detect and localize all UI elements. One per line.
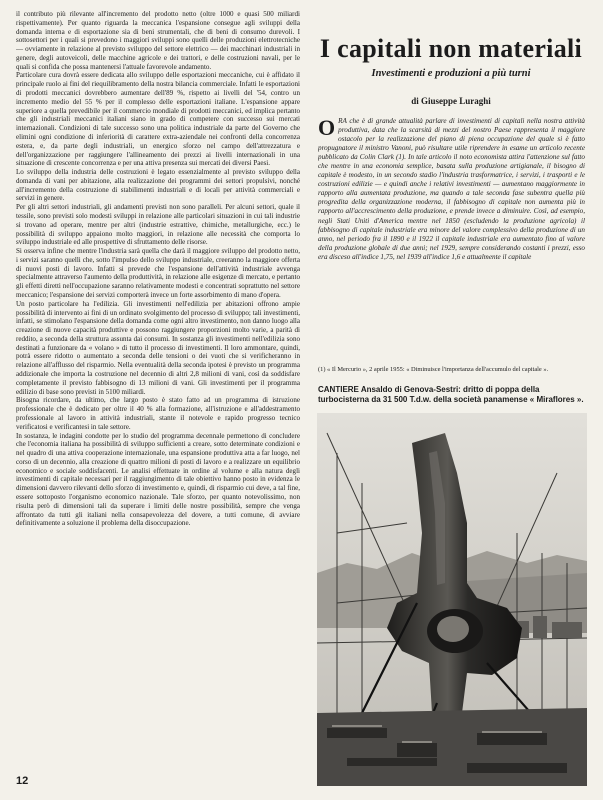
left-paragraph-8: In sostanza, le indagini condotte per lo studio del programma decennale permettono di concludere che l'economia italiana ha possibilità di sviluppo sufficienti a creare, sotto determinate condizioni e nel quadro di una attiva cooperazione internazionale, una espansione produttiva atta a far luogo, nel corso di un decennio, alla creazione di quattro milioni di posti di lavoro e a realizzare un equilibrio economico e sociale soddisfacenti. Le analisi effettuate in ordine al volume e alla natura degli investimenti di capitale necessari per il raggiungimento di tale obiettivo hanno posto in evidenza le dimensioni davvero rilevanti dello sforzo di investimento e, quindi, di risparmio cui deve, a tal fine, essere sottoposto l'organismo economico nazionale. Tale sforzo, per quanto notevolissimo, non risulta però di dimensioni tali da superare i limiti delle nostre possibilità, sempre che venga affrontato da tutti gli italiani nella consapevolezza del dovere, a tutti comune, di avviare definitivamente a soluzione il problema della disoccupazione. (16, 431, 300, 528)
shipyard-illustration (317, 413, 587, 786)
left-paragraph-6: Un posto particolare ha l'edilizia. Gli investimenti nell'edilizia per abitazioni offrono ampie possibilità di intervento ai fini di un ordinato svolgimento del processo di sviluppo; tali investimenti, infatti, se stimolano l'espansione della domanda come ogni altro investimento, non danno luogo alla creazione di nuove capacità produttive e possono raggiungere proporzioni molto varie, a parità di reddito, a seconda della struttura assunta dai consumi. In sostanza gli investimenti nell'edilizia sono destinati a funzionare da « volano » di tutto il processo di investimenti. Il loro ammontare, quindi, potrà essere ridotto o aumentato a seconda delle tensioni o dei vuoti che si verificheranno in relazione all'afflusso del risparmio. Nella eventualità della seconda ipotesi è previsto un programma addizionale che importa la costruzione nel decennio di altri 2,8 milioni di vani, così da soddisfare completamente il previsto fabbisogno di 13 milioni di vani. Gli investimenti per il programma edilizio di base sono previsti in 5100 miliardi. (16, 299, 300, 396)
article-author: di Giuseppe Luraghi (411, 96, 491, 106)
left-paragraph-7: Bisogna ricordare, da ultimo, che largo posto è stato fatto ad un programma di istruzione professionale che è dedicato per oltre il 40 % alla formazione, all'istruzione e all'addestramento professionale al lavoro in attività industriali, stante il notevole e rapido progresso tecnico verificatosi e verificantesi in tale settore. (16, 396, 300, 431)
drop-cap: O (318, 117, 336, 140)
left-paragraph-3: Lo sviluppo della industria delle costruzioni è legato essenzialmente al previsto sviluppo della domanda di vani per abitazione, alla realizzazione dei programmi dei settori propulsivi, nonché all'incremento della costruzione di stabilimenti industriali e di locali per attività commerciali e servizi in genere. (16, 168, 300, 203)
footnote: (1) « Il Mercurio », 2 aprile 1955: « Diminuisce l'importanza dell'accumulo del capitale ». (318, 366, 549, 373)
photo-caption: CANTIERE Ansaldo di Genova-Sestri: dritto di poppa della turbocisterna da 31 500 T.d.w. della società panamense « Miraflores ». (318, 385, 584, 404)
left-paragraph-4: Per gli altri settori industriali, gli andamenti previsti non sono paralleli. Per alcuni settori, quale il tessile, sono previsti solo modesti sviluppi in relazione alle particolari situazioni in cui tali industrie si trovano ad operare, mentre per altri (industrie estrattive, chimiche, metallurgiche, ecc.) le possibilità di sviluppo appaiono molto maggiori, in relazione alle necessità che comporta lo sviluppo industriale ed alle prospettive di sfruttamento delle risorse. (16, 203, 300, 247)
article-body-text: RA che è di grande attualità parlare di investimenti di capitali nella nostra attività produttiva, data che la scarsità di mezzi del nostro Paese rappresenta il maggiore ostacolo per la realizzazione del piano di piena occupazione del quale si è fatto propugnatore il ministro Vanoni, può risultare utile riprendere in esame un articolo recente pubblicato da Colin Clark (1). In tale articolo il noto economista attira l'attenzione sul fatto che mentre in una economia semplice, basata sulla produzione artigianale, il bisogno di capitale è modesto, in un secondo stadio l'industria trasformatrice, i servizi, i trasporti e le costruzioni edilizie — e quindi anche i relativi investimenti — aumentano maggiormente in rapporto alla aumentata produzione, ma quando a tale seconda fase subentra quella più progredita della organizzazione moderna, il fabbisogno di capitale non aumenta più in rapporto all'accrescimento della produzione, e prende invece a diminuire. Così, ad esempio, negli Stati Uniti d'America mentre nel 1850 (escludendo la produzione agricola) il fabbisogno di capitale industriale era minore del valore complessivo della produzione di un anno, nel periodo fra il 1890 e il 1922 il capitale industriale era aumentato fino al valore della produzione globale di due anni; nel 1929, sempre considerando costanti i prezzi, esso era disceso all'indice 1,75, nel 1939 all'indice 1,6 e attualmente il capitale (318, 117, 585, 261)
article-subtitle: Investimenti e produzioni a più turni (371, 68, 531, 79)
left-paragraph-1: il contributo più rilevante all'incremento del prodotto netto (oltre 1000 e quasi 500 miliardi rispettivamente). Per quanto riguarda la meccanica l'espansione consegue agli sviluppi della domanda interna e di esportazione sia di beni strumentali, che di beni di consumo durevoli. I sottosettori per i quali si prevedono i maggiori sviluppi sono quelli delle produzioni elettrotecniche — ovviamente in relazione al previsto sviluppo del settore elettrico — dei macchinari industriali in genere, degli autoveicoli, delle macchine agricole e dei trattori, e delle costruzioni navali, per le quali si confida che possa mantenersi l'attuale favorevole andamento. (16, 10, 300, 71)
left-paragraph-5: Si osserva infine che mentre l'industria sarà quella che darà il maggiore sviluppo del prodotto netto, i servizi saranno quelli che, sotto l'impulso dello sviluppo industriale, creeranno la maggiore offerta di nuovi posti di lavoro. Infatti si prevede che l'espansione dell'attività industriale avvenga specialmente attraverso l'aumento della produttività, in relazione alle esigenze di mercato, e pertanto gli effetti diretti nell'occupazione saranno relativamente modesti e concentrati soprattutto nel settore meccanico; l'espansione dei servizi comporterà invece un forte assorbimento di mano d'opera. (16, 247, 300, 299)
shipyard-ground (317, 708, 587, 786)
left-text-column (16, 10, 300, 770)
left-paragraph-2: Particolare cura dovrà essere dedicata allo sviluppo delle esportazioni meccaniche, cui è affidato il principale ruolo ai fini del riequilibramento della nostra bilancia commerciale. Infatti le esportazioni di prodotti meccanici dovrebbero aumentare dell'89 %, rispetto ai livelli del '54, contro un incremento medio del 55 % per il complesso delle esportazioni italiane. L'espansione appare superiore a quella prevedibile per il commercio mondiale di prodotti meccanici, ed implica pertanto che gli industriali meccanici italiani siano in grado di competere con successo sui mercati internazionali. Condizioni di tale successo sono una politica industriale da parte del Governo che elimini ogni condizione di inferiorità di carattere extra-aziendale nei confronti della concorrenza estera, e, da parte degli industriali, un energico sforzo nel campo dell'attrezzatura e dell'organizzazione per raggiungere l'allineamento dei prezzi ai livelli internazionali in una situazione di crescente concorrenza e per una attiva presenza sui mercati dei diversi Paesi. (16, 71, 300, 168)
boss-opening (437, 616, 469, 642)
article-title: I capitali non materiali (319, 34, 583, 63)
page-number: 12 (16, 775, 29, 787)
article-body (318, 117, 585, 361)
shipyard-photo (317, 413, 587, 786)
